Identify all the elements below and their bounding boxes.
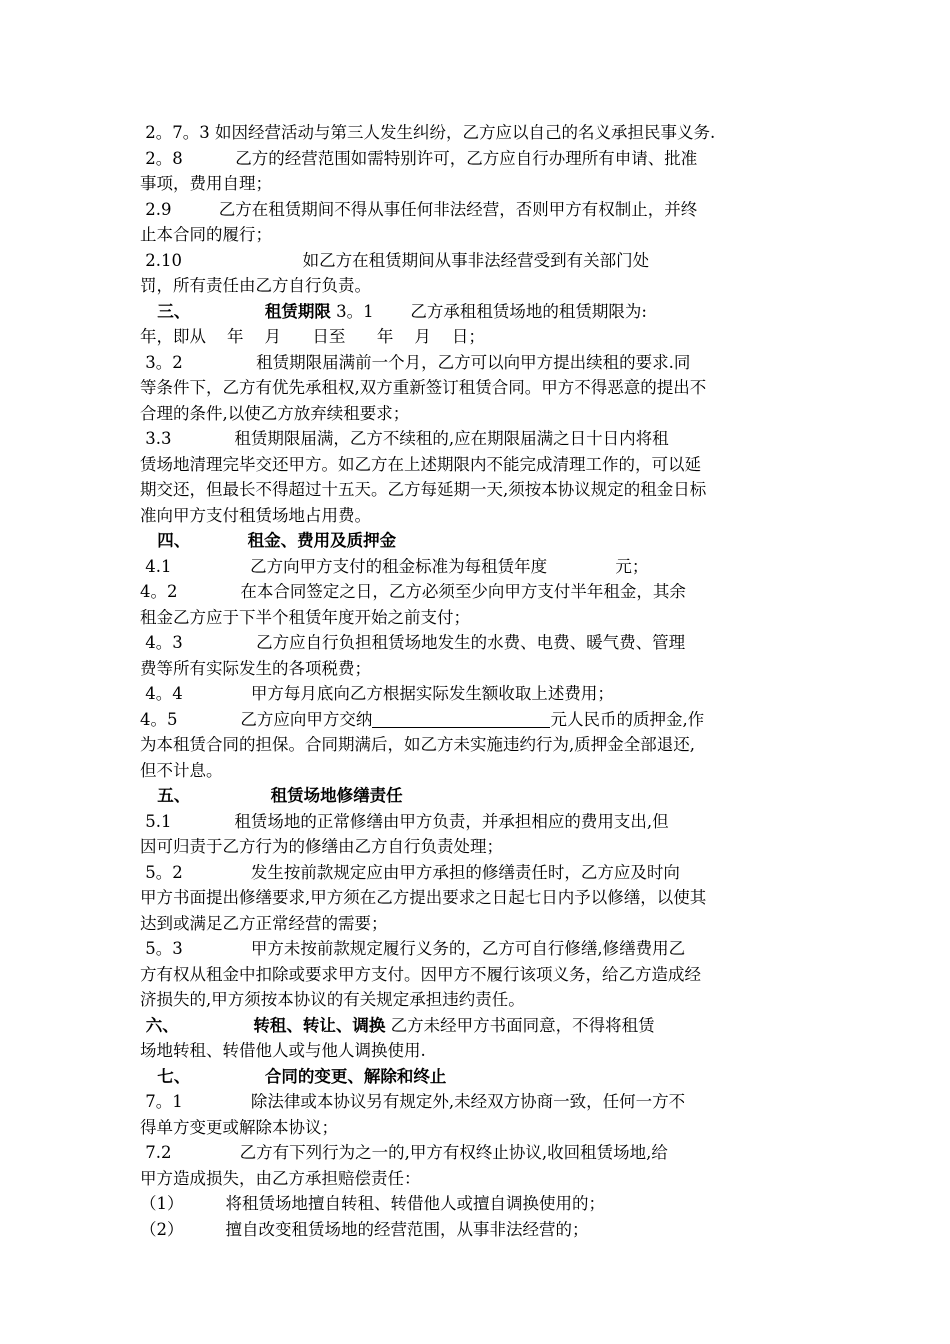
deposit-amount-blank[interactable]: [372, 709, 550, 728]
section-heading: 七、 合同的变更、解除和终止: [140, 1066, 447, 1086]
text-line: 5.1 租赁场地的正常修缮由甲方负责，并承担相应的费用支出,但: [140, 811, 669, 831]
text-line: 5。2 发生按前款规定应由甲方承担的修缮责任时，乙方应及时向: [140, 862, 680, 882]
text-line: 期交还，但最长不得超过十五天。乙方每延期一天,须按本协议规定的租金日标: [140, 480, 707, 499]
section-6-line: [140, 1013, 810, 1039]
text-line: 4。3 乙方应自行负担租赁场地发生的水费、电费、暖气费、管理: [140, 633, 686, 652]
section-text: 乙方未经甲方书面同意，不得将租赁: [385, 1015, 655, 1035]
section-text: 3。1 乙方承租租赁场地的租赁期限为:: [330, 301, 647, 321]
contract-page: [140, 120, 810, 1242]
text-line: 止本合同的履行；: [140, 225, 272, 244]
deposit-line: [140, 707, 810, 733]
text-line: 甲方书面提出修缮要求,甲方须在乙方提出要求之日起七日内予以修缮，以使其: [140, 888, 707, 907]
text-line: 2。7。3 如因经营活动与第三人发生纠纷，乙方应以自己的名义承担民事义务.: [140, 123, 716, 142]
section-heading: 三、 租赁期限: [140, 301, 331, 321]
text-line: 为本租赁合同的担保。合同期满后，如乙方未实施违约行为,质押金全部退还,: [140, 735, 695, 754]
section-3-line: [140, 299, 810, 325]
text-line: 合理的条件,以使乙方放弃续租要求；: [140, 403, 410, 423]
text-line: 事项，费用自理；: [140, 174, 272, 193]
text-line: 等条件下，乙方有优先承租权,双方重新签订租赁合同。甲方不得恶意的提出不: [140, 378, 707, 397]
text-line: 罚，所有责任由乙方自行负责。: [140, 276, 371, 295]
text-line: 4。2 在本合同签定之日，乙方必须至少向甲方支付半年租金，其余: [140, 582, 686, 601]
text-line: 7.2 乙方有下列行为之一的,甲方有权终止协议,收回租赁场地,给: [140, 1143, 668, 1162]
text-line: 3。2 租赁期限届满前一个月，乙方可以向甲方提出续租的要求.同: [140, 352, 691, 372]
text-line: 场地转租、转借他人或与他人调换使用.: [140, 1041, 426, 1060]
text-line: 准向甲方支付租赁场地占用费。: [140, 505, 371, 525]
text-line: （1） 将租赁场地擅自转租、转借他人或擅自调换使用的；: [140, 1194, 605, 1213]
text-line: 4。4 甲方每月底向乙方根据实际发生额收取上述费用；: [140, 684, 614, 703]
text-line: 租金乙方应于下半个租赁年度开始之前支付；: [140, 607, 470, 627]
deposit-text-a: 4。5 乙方应向甲方交纳: [140, 709, 373, 729]
text-line: 5。3 甲方未按前款规定履行义务的，乙方可自行修缮,修缮费用乙: [140, 939, 686, 958]
section-heading: 五、 租赁场地修缮责任: [140, 786, 403, 805]
text-line: 年，即从 年 月 日至 年 月 日；: [140, 327, 485, 346]
text-line: 赁场地清理完毕交还甲方。如乙方在上述期限内不能完成清理工作的，可以延: [140, 454, 701, 474]
text-line: 甲方造成损失，由乙方承担赔偿责任：: [140, 1168, 421, 1188]
text-line: 达到或满足乙方正常经营的需要；: [140, 913, 388, 933]
text-line: 得单方变更或解除本协议；: [140, 1117, 338, 1137]
section-heading: 四、 租金、费用及质押金: [140, 531, 397, 550]
text-line: 方有权从租金中扣除或要求甲方支付。因甲方不履行该项义务，给乙方造成经: [140, 964, 701, 984]
text-line: 3.3 租赁期限届满，乙方不续租的,应在期限届满之日十日内将租: [140, 429, 669, 448]
section-heading: 六、 转租、转让、调换: [140, 1015, 386, 1035]
text-line: 费等所有实际发生的各项税费；: [140, 658, 371, 678]
text-line: 但不计息。: [140, 760, 223, 780]
text-line: 4.1 乙方向甲方支付的租金标准为每租赁年度 元；: [140, 556, 649, 576]
text-line: （2） 擅自改变租赁场地的经营范围，从事非法经营的；: [140, 1219, 589, 1239]
deposit-text-b: 元人民币的质押金,作: [550, 709, 705, 729]
text-line: 因可归责于乙方行为的修缮由乙方自行负责处理；: [140, 837, 503, 856]
text-line: 2.10 如乙方在租赁期间从事非法经营受到有关部门处: [140, 250, 650, 270]
text-line: 7。1 除法律或本协议另有规定外,未经双方协商一致，任何一方不: [140, 1092, 686, 1111]
text-line: 济损失的,甲方须按本协议的有关规定承担违约责任。: [140, 990, 525, 1009]
text-line: 2。8 乙方的经营范围如需特别许可，乙方应自行办理所有申请、批准: [140, 148, 698, 168]
text-line: 2.9 乙方在租赁期间不得从事任何非法经营，否则甲方有权制止，并终: [140, 199, 698, 219]
